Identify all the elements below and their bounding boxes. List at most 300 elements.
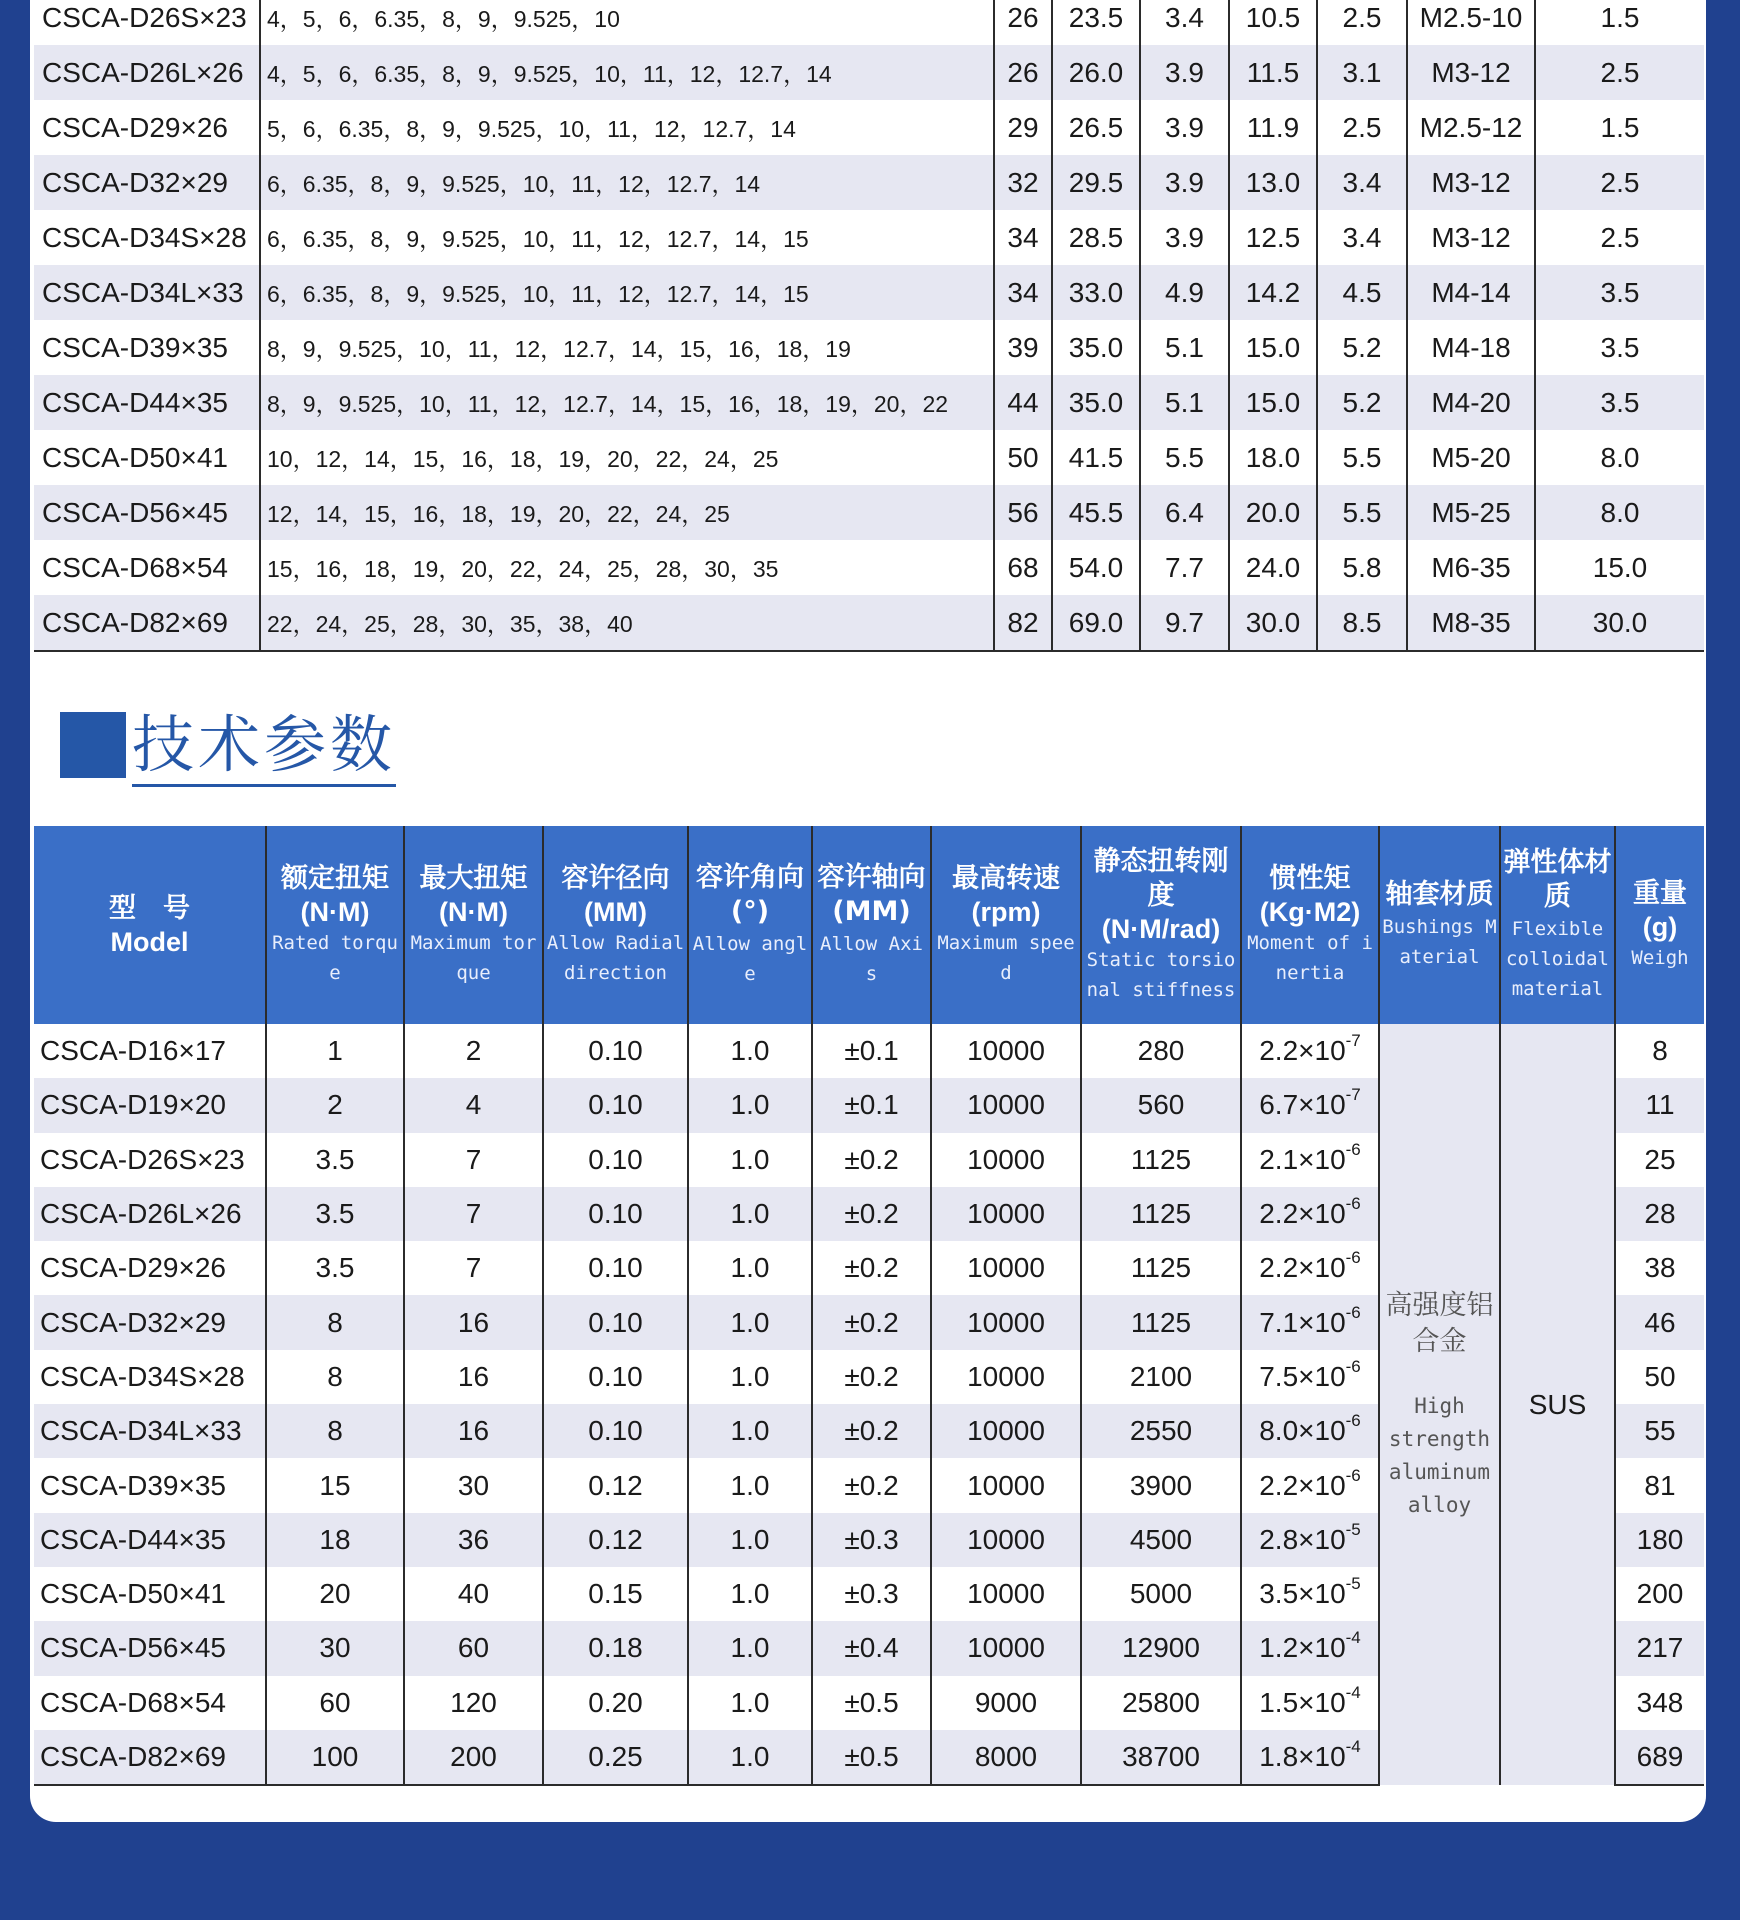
spec-cell-radial: 0.20 (543, 1676, 688, 1730)
spec-header-col-9 (1379, 826, 1500, 1024)
flexible-material-cell: SUS (1500, 1024, 1615, 1785)
spec-cell-radial: 0.12 (543, 1513, 688, 1567)
dim-cell-model: CSCA-D50×41 (42, 441, 228, 473)
dim-cell-l: 29.5 (1052, 155, 1140, 210)
header-zh: 最高转速 (952, 863, 1060, 894)
inertia-base: 6.7×10 (1259, 1089, 1346, 1121)
spec-cell-angle: 1.0 (688, 1187, 812, 1241)
header-zh: 容许轴向(MM) (817, 862, 926, 927)
dim-cell-screw: M4-14 (1407, 265, 1535, 320)
dim-cell-d: 26 (994, 0, 1052, 45)
header-unit: (g) (1642, 912, 1678, 942)
dim-cell-screw: M3-12 (1407, 45, 1535, 100)
spec-cell-axial: ±0.2 (812, 1187, 931, 1241)
spec-header-col-6 (931, 826, 1081, 1024)
dim-cell-torque: 30.0 (1535, 595, 1704, 651)
dim-cell-l: 23.5 (1052, 0, 1140, 45)
inertia-base: 2.2×10 (1259, 1198, 1346, 1230)
spec-cell-axial: ±0.1 (812, 1078, 931, 1132)
header-unit: (N·M/rad) (1101, 914, 1221, 944)
spec-cell-angle: 1.0 (688, 1567, 812, 1621)
table-row (34, 320, 1704, 375)
spec-cell-radial: 0.15 (543, 1567, 688, 1621)
spec-cell-speed: 10000 (931, 1567, 1081, 1621)
table-row (34, 265, 1704, 320)
spec-cell-speed: 10000 (931, 1024, 1081, 1078)
dim-cell-screw: M3-12 (1407, 155, 1535, 210)
inertia-exponent: -6 (1345, 1356, 1361, 1376)
header-en: Allow angle (692, 933, 808, 985)
spec-cell-angle: 1.0 (688, 1458, 812, 1512)
dim-cell-model: CSCA-D32×29 (34, 155, 260, 210)
spec-cell-rated: 8 (266, 1350, 404, 1404)
spec-cell-speed: 10000 (931, 1404, 1081, 1458)
spec-cell-inertia (1241, 1676, 1379, 1730)
inertia-base: 2.1×10 (1259, 1143, 1346, 1175)
spec-cell-angle: 1.0 (688, 1350, 812, 1404)
dim-cell-torque: 8.0 (1535, 430, 1704, 485)
spec-cell-stiffness: 1125 (1081, 1295, 1241, 1349)
dim-cell-f: 12.5 (1229, 210, 1317, 265)
dim-cell-bores: 4，5，6，6.35，8，9，9.525，10 (260, 0, 994, 45)
spec-cell-rated: 20 (266, 1567, 404, 1621)
spec-cell-angle: 1.0 (688, 1295, 812, 1349)
spec-cell-stiffness: 3900 (1081, 1458, 1241, 1512)
dim-cell-model: CSCA-D68×54 (42, 551, 228, 583)
spec-cell-stiffness: 280 (1081, 1024, 1241, 1078)
spec-cell-weight: 55 (1615, 1404, 1704, 1458)
dim-cell-d: 32 (994, 155, 1052, 210)
dimensions-table-body (34, 0, 1704, 651)
spec-cell-speed: 10000 (931, 1621, 1081, 1675)
dim-cell-d: 68 (994, 540, 1052, 595)
dim-cell-l: 54.0 (1052, 540, 1140, 595)
table-row (34, 540, 1704, 595)
dim-cell-bores: 4，5，6，6.35，8，9，9.525，10，11，12，12.7，14 (260, 45, 994, 100)
spec-cell-inertia (1241, 1404, 1379, 1458)
dim-cell-w: 5.1 (1140, 375, 1229, 430)
dim-cell-w: 3.9 (1140, 100, 1229, 155)
spec-cell-rated: 8 (266, 1404, 404, 1458)
dim-cell-torque: 1.5 (1535, 0, 1704, 45)
spec-cell-weight: 25 (1615, 1133, 1704, 1187)
spec-cell-model: CSCA-D29×26 (40, 1252, 226, 1284)
dim-cell-f: 15.0 (1229, 320, 1317, 375)
dim-cell-model: CSCA-D34S×28 (42, 221, 247, 253)
spec-header-col-8 (1241, 826, 1379, 1024)
spec-cell-speed: 10000 (931, 1458, 1081, 1512)
dim-cell-e: 2.5 (1317, 0, 1407, 45)
header-zh: 惯性矩 (1269, 863, 1351, 894)
spec-cell-stiffness: 1125 (1081, 1241, 1241, 1295)
spec-cell-inertia (1241, 1241, 1379, 1295)
spec-cell-max: 36 (404, 1513, 543, 1567)
dim-cell-e: 3.4 (1317, 210, 1407, 265)
content-card (30, 0, 1706, 1822)
dim-cell-f: 30.0 (1229, 595, 1317, 651)
dim-cell-w: 5.5 (1140, 430, 1229, 485)
spec-cell-rated: 3.5 (266, 1241, 404, 1295)
dim-cell-w: 3.9 (1140, 155, 1229, 210)
dim-cell-torque: 8.0 (1535, 485, 1704, 540)
spec-header-col-3 (543, 826, 688, 1024)
spec-cell-inertia (1241, 1513, 1379, 1567)
spec-cell-angle: 1.0 (688, 1133, 812, 1187)
dim-cell-l: 41.5 (1052, 430, 1140, 485)
dim-cell-e: 5.2 (1317, 375, 1407, 430)
dim-cell-w: 3.9 (1140, 45, 1229, 100)
dim-cell-e: 5.2 (1317, 320, 1407, 375)
dim-cell-bores: 5，6，6.35，8，9，9.525，10，11，12，12.7，14 (260, 100, 994, 155)
spec-cell-weight: 348 (1615, 1676, 1704, 1730)
spec-cell-speed: 10000 (931, 1513, 1081, 1567)
table-row (34, 210, 1704, 265)
spec-cell-rated: 15 (266, 1458, 404, 1512)
dim-cell-w: 3.9 (1140, 210, 1229, 265)
spec-cell-rated: 60 (266, 1676, 404, 1730)
spec-header-col-7 (1081, 826, 1241, 1024)
spec-cell-inertia (1241, 1187, 1379, 1241)
dim-cell-model: CSCA-D29×26 (42, 111, 228, 143)
inertia-exponent: -7 (1345, 1085, 1361, 1105)
table-row (34, 45, 1704, 100)
spec-cell-weight: 689 (1615, 1730, 1704, 1785)
dim-cell-bores: 6，6.35，8，9，9.525，10，11，12，12.7，14，15 (260, 265, 994, 320)
dim-cell-e: 5.8 (1317, 540, 1407, 595)
spec-cell-rated: 8 (266, 1295, 404, 1349)
dim-cell-torque: 3.5 (1535, 375, 1704, 430)
spec-cell-inertia (1241, 1295, 1379, 1349)
header-zh: 额定扭矩 (281, 863, 389, 894)
dim-cell-screw: M8-35 (1407, 595, 1535, 651)
inertia-exponent: -4 (1345, 1628, 1361, 1648)
dim-cell-screw: M2.5-10 (1407, 0, 1535, 45)
dim-cell-model: CSCA-D56×45 (34, 485, 260, 540)
spec-cell-weight: 50 (1615, 1350, 1704, 1404)
spec-cell-radial: 0.10 (543, 1241, 688, 1295)
spec-cell-model: CSCA-D19×20 (34, 1078, 266, 1132)
header-unit: (MM) (584, 897, 647, 927)
inertia-base: 7.5×10 (1259, 1360, 1346, 1392)
header-en: Weigh (1631, 947, 1689, 969)
heading-square-icon (60, 712, 126, 778)
spec-cell-max: 16 (404, 1350, 543, 1404)
dim-cell-f: 15.0 (1229, 375, 1317, 430)
inertia-base: 2.2×10 (1259, 1469, 1346, 1501)
spec-cell-model: CSCA-D68×54 (40, 1686, 226, 1718)
dim-cell-d: 56 (994, 485, 1052, 540)
spec-cell-rated: 1 (266, 1024, 404, 1078)
spec-cell-model: CSCA-D82×69 (34, 1730, 266, 1785)
spec-cell-weight: 217 (1615, 1621, 1704, 1675)
dim-cell-bores: 10，12，14，15，16，18，19，20，22，24，25 (260, 430, 994, 485)
spec-cell-max: 60 (404, 1621, 543, 1675)
inertia-exponent: -7 (1345, 1031, 1361, 1051)
spec-cell-max: 30 (404, 1458, 543, 1512)
dim-cell-screw: M2.5-12 (1407, 100, 1535, 155)
spec-cell-model: CSCA-D34S×28 (40, 1360, 245, 1392)
dim-cell-model: CSCA-D26S×23 (42, 1, 247, 33)
table-row (34, 1024, 1704, 1078)
section-title: 技术参数 (132, 706, 396, 787)
inertia-exponent: -6 (1345, 1248, 1361, 1268)
dim-cell-model: CSCA-D34L×33 (34, 265, 260, 320)
dim-cell-l: 45.5 (1052, 485, 1140, 540)
spec-cell-speed: 8000 (931, 1730, 1081, 1785)
dimensions-table (34, 0, 1704, 652)
dim-cell-l: 26.5 (1052, 100, 1140, 155)
spec-cell-model: CSCA-D26L×26 (34, 1187, 266, 1241)
dim-cell-e: 8.5 (1317, 595, 1407, 651)
header-zh: 型 号 (109, 893, 190, 924)
header-zh: 弹性体材质 (1503, 847, 1612, 912)
dim-cell-torque: 3.5 (1535, 265, 1704, 320)
spec-cell-axial: ±0.2 (812, 1133, 931, 1187)
spec-cell-max: 2 (404, 1024, 543, 1078)
spec-cell-angle: 1.0 (688, 1676, 812, 1730)
spec-cell-axial: ±0.2 (812, 1241, 931, 1295)
dim-cell-d: 29 (994, 100, 1052, 155)
header-en: Moment of inertia (1247, 932, 1373, 984)
dim-cell-bores: 8，9，9.525，10，11，12，12.7，14，15，16，18，19，20，22 (260, 375, 994, 430)
header-zh: 最大扭矩 (419, 863, 528, 894)
spec-cell-inertia (1241, 1730, 1379, 1785)
spec-cell-weight: 38 (1615, 1241, 1704, 1295)
inertia-exponent: -6 (1345, 1194, 1361, 1214)
table-row (34, 595, 1704, 651)
spec-cell-max: 7 (404, 1241, 543, 1295)
spec-cell-model: CSCA-D26S×23 (40, 1143, 245, 1175)
dim-cell-screw: M4-20 (1407, 375, 1535, 430)
dim-cell-w: 5.1 (1140, 320, 1229, 375)
spec-cell-radial: 0.10 (543, 1024, 688, 1078)
spec-cell-angle: 1.0 (688, 1024, 812, 1078)
dim-cell-bores: 15，16，18，19，20，22，24，25，28，30，35 (260, 540, 994, 595)
header-zh: 容许径向 (561, 863, 670, 894)
dim-cell-torque: 1.5 (1535, 100, 1704, 155)
spec-cell-weight: 8 (1615, 1024, 1704, 1078)
inertia-base: 2.2×10 (1259, 1252, 1346, 1284)
inertia-base: 1.2×10 (1259, 1632, 1346, 1664)
spec-cell-rated: 18 (266, 1513, 404, 1567)
inertia-exponent: -4 (1345, 1737, 1361, 1756)
spec-cell-max: 40 (404, 1567, 543, 1621)
inertia-exponent: -5 (1345, 1574, 1361, 1594)
spec-cell-rated: 3.5 (266, 1133, 404, 1187)
spec-cell-model: CSCA-D32×29 (34, 1295, 266, 1349)
header-en: Bushings Material (1382, 916, 1497, 968)
spec-cell-radial: 0.10 (543, 1133, 688, 1187)
spec-cell-weight: 200 (1615, 1567, 1704, 1621)
inertia-base: 1.8×10 (1259, 1741, 1346, 1772)
inertia-base: 8.0×10 (1259, 1415, 1346, 1447)
spec-cell-radial: 0.10 (543, 1404, 688, 1458)
inertia-exponent: -5 (1345, 1519, 1361, 1539)
dim-cell-l: 26.0 (1052, 45, 1140, 100)
technical-parameters-table (34, 826, 1704, 1786)
spec-cell-radial: 0.10 (543, 1350, 688, 1404)
dim-cell-screw: M4-18 (1407, 320, 1535, 375)
dim-cell-bores: 6，6.35，8，9，9.525，10，11，12，12.7，14，15 (260, 210, 994, 265)
dim-cell-f: 24.0 (1229, 540, 1317, 595)
spec-cell-weight: 28 (1615, 1187, 1704, 1241)
header-unit: (N·M) (439, 897, 508, 927)
header-zh: 轴套材质 (1385, 879, 1494, 910)
spec-cell-axial: ±0.2 (812, 1404, 931, 1458)
spec-cell-inertia (1241, 1567, 1379, 1621)
spec-cell-rated: 2 (266, 1078, 404, 1132)
inertia-base: 2.2×10 (1259, 1035, 1346, 1067)
spec-cell-axial: ±0.5 (812, 1730, 931, 1785)
header-en: Maximum torque (410, 932, 537, 984)
dim-cell-torque: 2.5 (1535, 45, 1704, 100)
spec-cell-stiffness: 2100 (1081, 1350, 1241, 1404)
spec-cell-speed: 10000 (931, 1350, 1081, 1404)
spec-cell-radial: 0.10 (543, 1078, 688, 1132)
spec-cell-speed: 10000 (931, 1241, 1081, 1295)
dim-cell-bores: 12，14，15，16，18，19，20，22，24，25 (260, 485, 994, 540)
dim-cell-l: 35.0 (1052, 375, 1140, 430)
spec-cell-axial: ±0.1 (812, 1024, 931, 1078)
spec-cell-stiffness: 2550 (1081, 1404, 1241, 1458)
spec-cell-inertia (1241, 1078, 1379, 1132)
dim-cell-screw: M6-35 (1407, 540, 1535, 595)
spec-cell-inertia (1241, 1133, 1379, 1187)
spec-cell-angle: 1.0 (688, 1730, 812, 1785)
header-en: Maximum speed (937, 932, 1075, 984)
dim-cell-torque: 15.0 (1535, 540, 1704, 595)
spec-cell-max: 4 (404, 1078, 543, 1132)
dim-cell-d: 26 (994, 45, 1052, 100)
dim-cell-f: 11.5 (1229, 45, 1317, 100)
dim-cell-model: CSCA-D82×69 (34, 595, 260, 651)
spec-cell-stiffness: 12900 (1081, 1621, 1241, 1675)
spec-cell-weight: 180 (1615, 1513, 1704, 1567)
dim-cell-screw: M3-12 (1407, 210, 1535, 265)
spec-cell-weight: 11 (1615, 1078, 1704, 1132)
spec-cell-speed: 10000 (931, 1133, 1081, 1187)
spec-cell-stiffness: 4500 (1081, 1513, 1241, 1567)
spec-cell-max: 120 (404, 1676, 543, 1730)
inertia-base: 3.5×10 (1259, 1578, 1346, 1610)
spec-cell-radial: 0.18 (543, 1621, 688, 1675)
dim-cell-e: 5.5 (1317, 430, 1407, 485)
spec-cell-inertia (1241, 1621, 1379, 1675)
dim-cell-d: 34 (994, 265, 1052, 320)
dim-cell-e: 2.5 (1317, 100, 1407, 155)
dim-cell-f: 10.5 (1229, 0, 1317, 45)
dim-cell-torque: 2.5 (1535, 155, 1704, 210)
spec-cell-axial: ±0.2 (812, 1350, 931, 1404)
dim-cell-w: 6.4 (1140, 485, 1229, 540)
header-en: Flexible colloidal material (1506, 918, 1609, 1000)
spec-cell-speed: 10000 (931, 1078, 1081, 1132)
header-unit: (rpm) (971, 897, 1041, 927)
table-row (34, 0, 1704, 45)
dim-cell-torque: 2.5 (1535, 210, 1704, 265)
header-zh: 重量 (1633, 878, 1687, 909)
header-zh: 静态扭转刚度 (1093, 846, 1229, 911)
dim-cell-bores: 8，9，9.525，10，11，12，12.7，14，15，16，18，19 (260, 320, 994, 375)
dim-cell-bores: 22，24，25，28，30，35，38，40 (260, 595, 994, 651)
spec-cell-max: 7 (404, 1187, 543, 1241)
spec-cell-stiffness: 1125 (1081, 1133, 1241, 1187)
spec-cell-angle: 1.0 (688, 1404, 812, 1458)
spec-cell-max: 7 (404, 1133, 543, 1187)
spec-cell-axial: ±0.3 (812, 1513, 931, 1567)
spec-header-col-11 (1615, 826, 1704, 1024)
inertia-exponent: -4 (1345, 1682, 1361, 1702)
table-row (34, 430, 1704, 485)
header-en: Allow Radialdirection (546, 932, 685, 984)
table-row (34, 375, 1704, 430)
spec-header-col-2 (404, 826, 543, 1024)
spec-cell-model: CSCA-D44×35 (34, 1513, 266, 1567)
spec-cell-stiffness: 38700 (1081, 1730, 1241, 1785)
spec-cell-rated: 3.5 (266, 1187, 404, 1241)
dim-cell-model: CSCA-D26L×26 (34, 45, 260, 100)
spec-cell-model: CSCA-D16×17 (40, 1035, 226, 1067)
dim-cell-w: 9.7 (1140, 595, 1229, 651)
bushing-material-zh: 高强度铝合金 (1385, 1289, 1494, 1357)
dim-cell-torque: 3.5 (1535, 320, 1704, 375)
spec-header-col-0 (34, 826, 266, 1024)
table-row (34, 485, 1704, 540)
dim-cell-screw: M5-25 (1407, 485, 1535, 540)
spec-cell-axial: ±0.3 (812, 1567, 931, 1621)
spec-cell-stiffness: 1125 (1081, 1187, 1241, 1241)
spec-cell-weight: 81 (1615, 1458, 1704, 1512)
spec-cell-angle: 1.0 (688, 1241, 812, 1295)
inertia-exponent: -6 (1345, 1465, 1361, 1485)
table-row (34, 155, 1704, 210)
dim-cell-w: 4.9 (1140, 265, 1229, 320)
spec-cell-radial: 0.25 (543, 1730, 688, 1785)
dim-cell-l: 28.5 (1052, 210, 1140, 265)
spec-cell-max: 200 (404, 1730, 543, 1785)
spec-table-header (34, 826, 1704, 1024)
dim-cell-screw: M5-20 (1407, 430, 1535, 485)
dim-cell-f: 13.0 (1229, 155, 1317, 210)
inertia-base: 7.1×10 (1259, 1306, 1346, 1338)
spec-cell-axial: ±0.5 (812, 1676, 931, 1730)
dim-cell-e: 4.5 (1317, 265, 1407, 320)
dim-cell-bores: 6，6.35，8，9，9.525，10，11，12，12.7，14 (260, 155, 994, 210)
spec-cell-max: 16 (404, 1295, 543, 1349)
spec-cell-stiffness: 5000 (1081, 1567, 1241, 1621)
header-en: Rated torque (272, 932, 398, 984)
spec-header-col-10 (1500, 826, 1615, 1024)
dim-cell-e: 3.4 (1317, 155, 1407, 210)
spec-cell-model: CSCA-D56×45 (34, 1621, 266, 1675)
dim-cell-w: 7.7 (1140, 540, 1229, 595)
spec-cell-axial: ±0.4 (812, 1621, 931, 1675)
dim-cell-d: 34 (994, 210, 1052, 265)
dim-cell-d: 39 (994, 320, 1052, 375)
spec-cell-speed: 9000 (931, 1676, 1081, 1730)
spec-table-body (34, 1024, 1704, 1785)
spec-cell-max: 16 (404, 1404, 543, 1458)
spec-cell-axial: ±0.2 (812, 1295, 931, 1349)
spec-cell-speed: 10000 (931, 1187, 1081, 1241)
spec-cell-angle: 1.0 (688, 1621, 812, 1675)
spec-cell-stiffness: 25800 (1081, 1676, 1241, 1730)
header-zh: 容许角向(°) (696, 862, 804, 927)
bushing-material-cell (1379, 1024, 1500, 1785)
spec-cell-model: CSCA-D34L×33 (34, 1404, 266, 1458)
spec-cell-angle: 1.0 (688, 1078, 812, 1132)
spec-cell-weight: 46 (1615, 1295, 1704, 1349)
